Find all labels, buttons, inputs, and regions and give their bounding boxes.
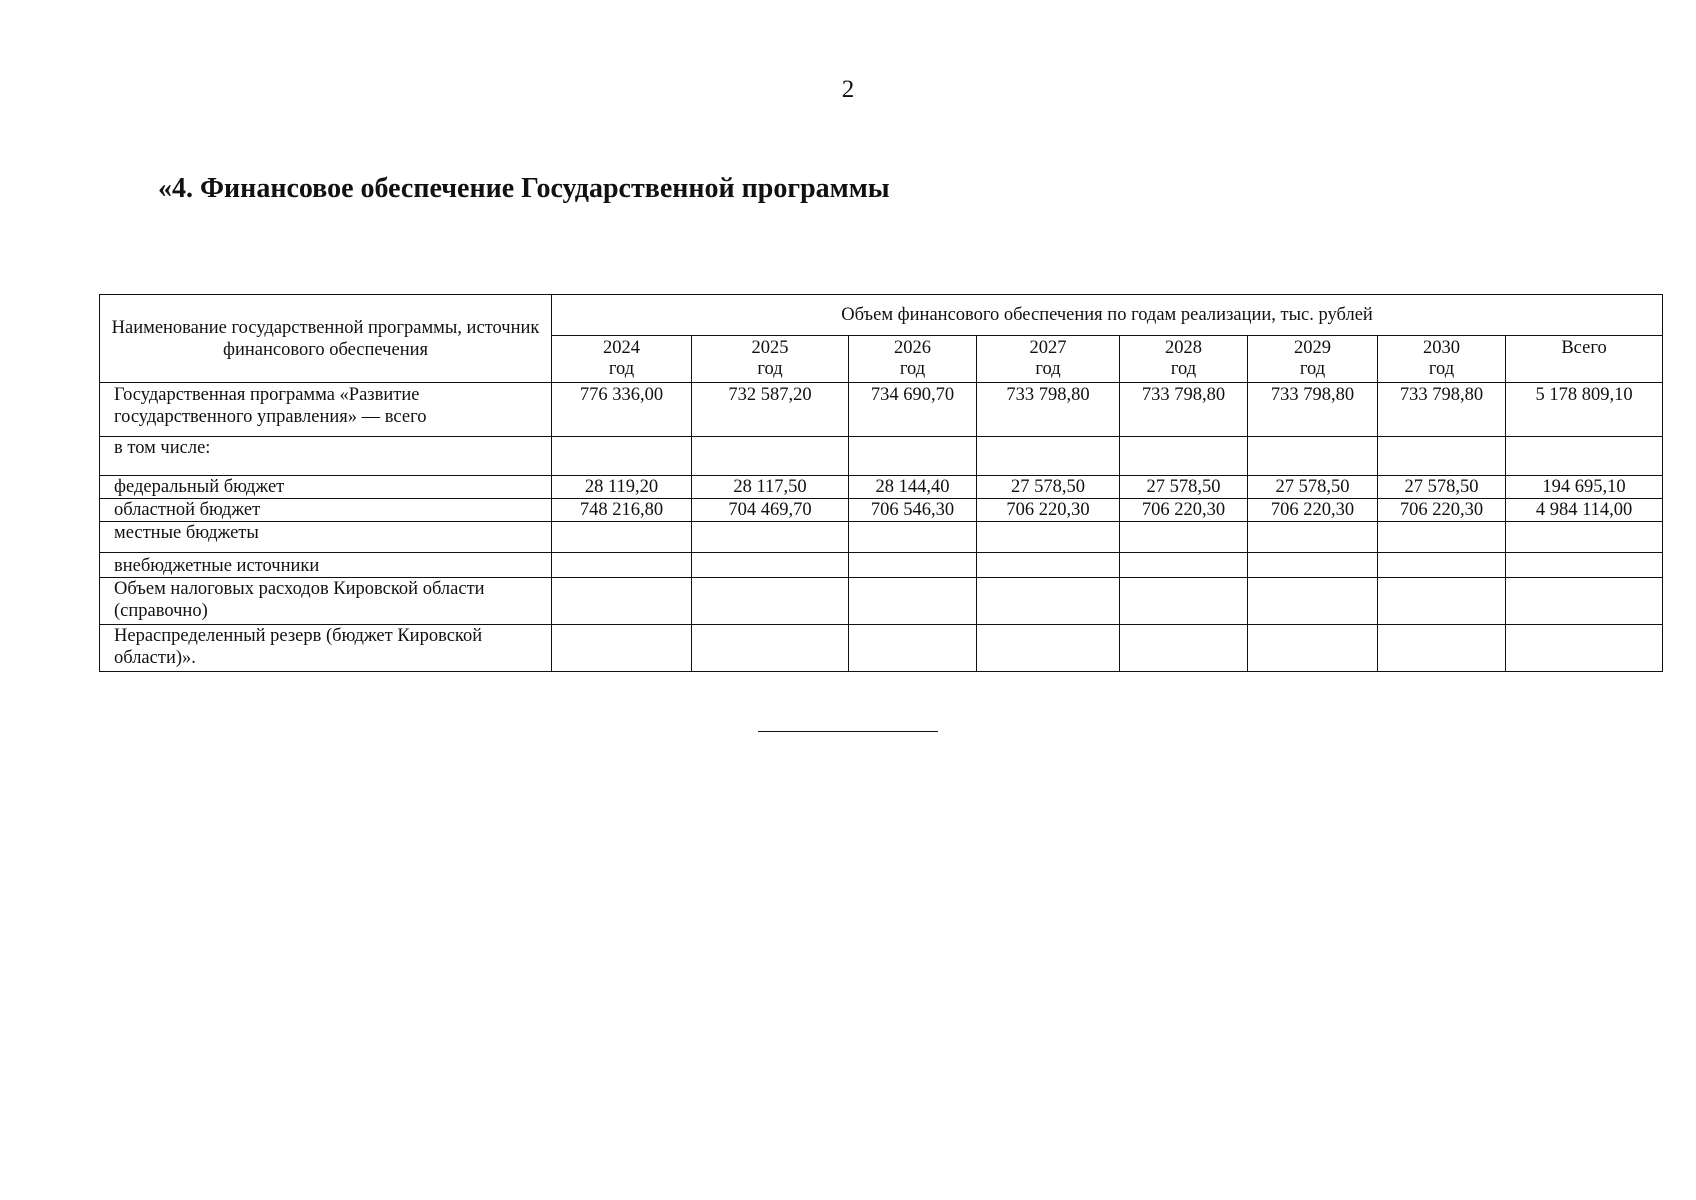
cell-2024: 748 216,80 <box>552 499 692 522</box>
cell-2030: 27 578,50 <box>1378 476 1506 499</box>
cell-2024 <box>552 522 692 553</box>
cell-total: 194 695,10 <box>1506 476 1663 499</box>
row-label: в том числе: <box>100 437 552 476</box>
row-label: Нераспределенный резерв (бюджет Кировской области)». <box>100 625 552 672</box>
cell-2024 <box>552 553 692 578</box>
year-header-unit: год <box>757 359 783 379</box>
table-row-tax-expenditures <box>100 578 1663 625</box>
cell-2029 <box>1248 522 1378 553</box>
table-row-regional-budget <box>100 499 1663 522</box>
year-header-year: 2027 <box>1029 338 1067 358</box>
year-header-unit: год <box>608 359 635 379</box>
cell-2027: 706 220,30 <box>977 499 1120 522</box>
year-header-unit: год <box>1428 359 1455 379</box>
cell-2025 <box>692 437 849 476</box>
cell-2028: 27 578,50 <box>1120 476 1248 499</box>
table-row-unallocated-reserve <box>100 625 1663 672</box>
financing-table <box>99 294 1663 672</box>
row-label: областной бюджет <box>100 499 552 522</box>
cell-2025: 28 117,50 <box>692 476 849 499</box>
cell-2027 <box>977 553 1120 578</box>
cell-2025 <box>692 522 849 553</box>
year-header-year: 2028 <box>1165 338 1202 358</box>
cell-2029 <box>1248 578 1378 625</box>
year-header-2025 <box>692 336 849 383</box>
cell-2027: 27 578,50 <box>977 476 1120 499</box>
page-number: 2 <box>841 76 855 103</box>
year-header-2027 <box>977 336 1120 383</box>
year-header-2026 <box>849 336 977 383</box>
table-row-local-budgets <box>100 522 1663 553</box>
row-label: Государственная программа «Развитие государственного управления» — всего <box>100 383 552 437</box>
cell-2030 <box>1378 522 1506 553</box>
year-header-2028 <box>1120 336 1248 383</box>
cell-2029: 27 578,50 <box>1248 476 1378 499</box>
year-header-unit: год <box>1035 359 1061 379</box>
cell-2030 <box>1378 553 1506 578</box>
cell-total: 5 178 809,10 <box>1506 383 1663 437</box>
cell-2030: 733 798,80 <box>1378 383 1506 437</box>
cell-total <box>1506 522 1663 553</box>
cell-2026: 28 144,40 <box>849 476 977 499</box>
cell-2026 <box>849 578 977 625</box>
year-header-year: 2024 <box>603 338 640 358</box>
year-header-2024 <box>552 336 692 383</box>
table-row-federal-budget <box>100 476 1663 499</box>
cell-total <box>1506 625 1663 672</box>
cell-2028 <box>1120 625 1248 672</box>
volume-group-header: Объем финансового обеспечения по годам реализации, тыс. рублей <box>552 295 1663 336</box>
year-header-2029 <box>1248 336 1378 383</box>
cell-2028 <box>1120 578 1248 625</box>
cell-2028 <box>1120 553 1248 578</box>
year-header-year: 2029 <box>1294 338 1331 358</box>
financing-table-container <box>99 294 1662 672</box>
year-header-year: 2026 <box>894 338 931 358</box>
row-label: внебюджетные источники <box>100 553 552 578</box>
cell-2025: 732 587,20 <box>692 383 849 437</box>
cell-2024 <box>552 437 692 476</box>
cell-total <box>1506 437 1663 476</box>
cell-2029 <box>1248 437 1378 476</box>
cell-2027: 733 798,80 <box>977 383 1120 437</box>
cell-2026 <box>849 553 977 578</box>
row-label: федеральный бюджет <box>100 476 552 499</box>
cell-2028: 706 220,30 <box>1120 499 1248 522</box>
cell-2029 <box>1248 553 1378 578</box>
cell-2024: 776 336,00 <box>552 383 692 437</box>
table-row-including <box>100 437 1663 476</box>
cell-2026 <box>849 522 977 553</box>
cell-2026: 706 546,30 <box>849 499 977 522</box>
section-heading: «4. Финансовое обеспечение Государственной программы <box>158 173 890 204</box>
cell-2028: 733 798,80 <box>1120 383 1248 437</box>
cell-total <box>1506 578 1663 625</box>
year-header-year: 2025 <box>751 338 789 358</box>
cell-2026 <box>849 625 977 672</box>
closing-divider-line <box>758 731 938 732</box>
cell-2027 <box>977 437 1120 476</box>
cell-2028 <box>1120 437 1248 476</box>
year-header-year: 2030 <box>1423 338 1460 358</box>
table-row-extrabudgetary <box>100 553 1663 578</box>
cell-2028 <box>1120 522 1248 553</box>
cell-2026: 734 690,70 <box>849 383 977 437</box>
total-column-header: Всего <box>1506 336 1663 383</box>
cell-2030 <box>1378 625 1506 672</box>
cell-2024 <box>552 578 692 625</box>
cell-2024: 28 119,20 <box>552 476 692 499</box>
cell-2027 <box>977 578 1120 625</box>
table-header <box>100 295 1663 383</box>
cell-total: 4 984 114,00 <box>1506 499 1663 522</box>
cell-total <box>1506 553 1663 578</box>
cell-2029: 733 798,80 <box>1248 383 1378 437</box>
cell-2025: 704 469,70 <box>692 499 849 522</box>
row-label: Объем налоговых расходов Кировской области (справочно) <box>100 578 552 625</box>
cell-2025 <box>692 553 849 578</box>
header-row-group <box>100 295 1663 336</box>
cell-2025 <box>692 578 849 625</box>
year-header-unit: год <box>1299 359 1326 379</box>
table-row-program-total <box>100 383 1663 437</box>
cell-2030: 706 220,30 <box>1378 499 1506 522</box>
name-column-header: Наименование государственной программы, источник финансового обеспечения <box>100 295 552 383</box>
cell-2029: 706 220,30 <box>1248 499 1378 522</box>
cell-2030 <box>1378 437 1506 476</box>
year-header-unit: год <box>1170 359 1197 379</box>
cell-2024 <box>552 625 692 672</box>
cell-2027 <box>977 625 1120 672</box>
table-body <box>100 383 1663 672</box>
year-header-unit: год <box>899 359 926 379</box>
cell-2025 <box>692 625 849 672</box>
year-header-2030 <box>1378 336 1506 383</box>
cell-2026 <box>849 437 977 476</box>
cell-2029 <box>1248 625 1378 672</box>
row-label: местные бюджеты <box>100 522 552 553</box>
cell-2030 <box>1378 578 1506 625</box>
cell-2027 <box>977 522 1120 553</box>
